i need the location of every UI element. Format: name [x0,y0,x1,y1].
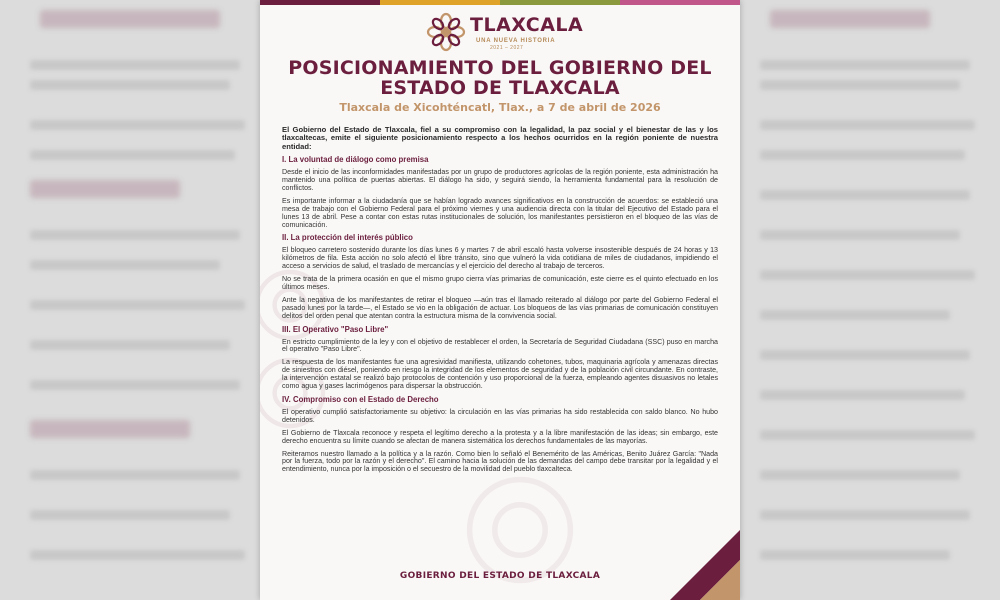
section-4 [282,396,718,474]
dateline: Tlaxcala de Xicohténcatl, Tlax., a 7 de abril de 2026 [339,101,661,114]
paragraph: El Gobierno de Tlaxcala reconoce y respeta el legítimo derecho a la protesta y a la libre manifestación de las ideas; sin embargo, este derecho encuentra su límite cuando se afectan de manera sistemática los derechos fundamentales de las mayorías. [282,428,718,445]
blurred-right-panel [740,0,1000,600]
paragraph: No se trata de la primera ocasión en que el mismo grupo cierra vías primarias de comunicación, este cierre es el quinto efectuado en los últimos meses. [282,275,718,291]
flower-logo-icon [426,12,466,52]
paragraph: La respuesta de los manifestantes fue una agresividad manifiesta, utilizando cohetones, tubos, maquinaria agrícola y amenazas directas de siniestros con diésel, poniendo en riesgo la integridad de los elementos de seguridad y de la población civil circundante. En contraste, la intervención estatal se realizó bajo protocolos de contención y uso proporcional de la fuerza, empleando agentes disuasivos no letales como agua y gases lacrimógenos para dispersar la obstrucción. [282,358,718,391]
section-1 [282,156,718,229]
intro-paragraph: El Gobierno del Estado de Tlaxcala, fiel a su compromiso con la legalidad, la paz social y el bienestar de las y los tlaxcaltecas, emite el siguiente posicionamiento respecto a los hechos ocurridos en la región poniente de nuestra entidad: [282,125,718,151]
paragraph: Desde el inicio de las inconformidades manifestadas por un grupo de productores agrícolas de la región poniente, esta administración ha mantenido una política de puertas abiertas. El diálogo ha sido, y seguirá siendo, la herramienta fundamental para la resolución de conflictos. [282,168,718,192]
paragraph: Es importante informar a la ciudadanía que se habían logrado avances significativos en la construcción de acuerdos: se estableció una mesa de trabajo con el Gobierno Federal para el próximo viernes y una audiencia directa con la titular del Ejecutivo del Estado para el lunes 13 de abril. Pese a contar con estas rutas institucionales de solución, los manifestantes persistieron en el bloqueo de las vías de comunicación. [282,196,718,229]
corner-decoration [630,530,740,600]
paragraph: El operativo cumplió satisfactoriamente su objetivo: la circulación en las vías primarias ha sido restablecida con saldo blanco. No hubo detenidos. [282,407,718,424]
tlaxcala-logo [426,12,584,52]
section-heading: IV. Compromiso con el Estado de Derecho [282,394,439,404]
paragraph: Ante la negativa de los manifestantes de retirar el bloqueo —aún tras el llamado reiterado al diálogo por parte del Gobierno Federal el pasado lunes por la tarde—, el Estado se vio en la obligación de actuar. Los bloqueos de las vías primarias de comunicación constituyen delitos del orden penal que atentan contra la estructura misma de la convivencia social. [282,295,718,320]
section-3 [282,326,718,391]
brand-years: 2021 – 2027 [490,45,524,51]
footer-signature: GOBIERNO DEL ESTADO DE TLAXCALA [399,571,601,581]
color-bar [260,0,740,5]
brand-name: TLAXCALA [470,14,584,36]
section-2 [282,234,718,320]
document-title: POSICIONAMIENTO DEL GOBIERNO DEL ESTADO DE TLAXCALA [288,57,712,99]
brand-slogan: UNA NUEVA HISTORIA [476,38,556,44]
blurred-left-panel [0,0,260,600]
document-body [282,126,718,479]
paragraph: En estricto cumplimiento de la ley y con el objetivo de restablecer el orden, la Secretaría de Seguridad Ciudadana (SSC) puso en marcha el operativo "Paso Libre". [282,337,718,354]
paragraph: El bloqueo carretero sostenido durante los días lunes 6 y martes 7 de abril escaló hasta volverse insostenible después de 24 horas y 13 kilómetros de fila. Esta acción no solo afectó el libre tránsito, sino que vulneró la vida cotidiana de miles de ciudadanos, impidiendo el acceso a servicios de salud, el traslado de mercancías y el ejercicio del derecho al trabajo de terceros. [282,246,718,271]
document-page [260,0,740,600]
paragraph: Reiteramos nuestro llamado a la política y a la razón. Como bien lo señaló el Benemérito de las Américas, Benito Juárez García: "Nada por la fuerza, todo por la razón y el derecho". El camino hacia la solución de las demandas del campo debe transitar por la legalidad y el entendimiento, nunca por la imposición o el secuestro de la movilidad del pueblo tlaxcalteca. [282,449,718,474]
section-heading: III. El Operativo "Paso Libre" [282,324,389,334]
section-heading: II. La protección del interés público [282,233,413,243]
section-heading: I. La voluntad de diálogo como premisa [282,155,429,165]
